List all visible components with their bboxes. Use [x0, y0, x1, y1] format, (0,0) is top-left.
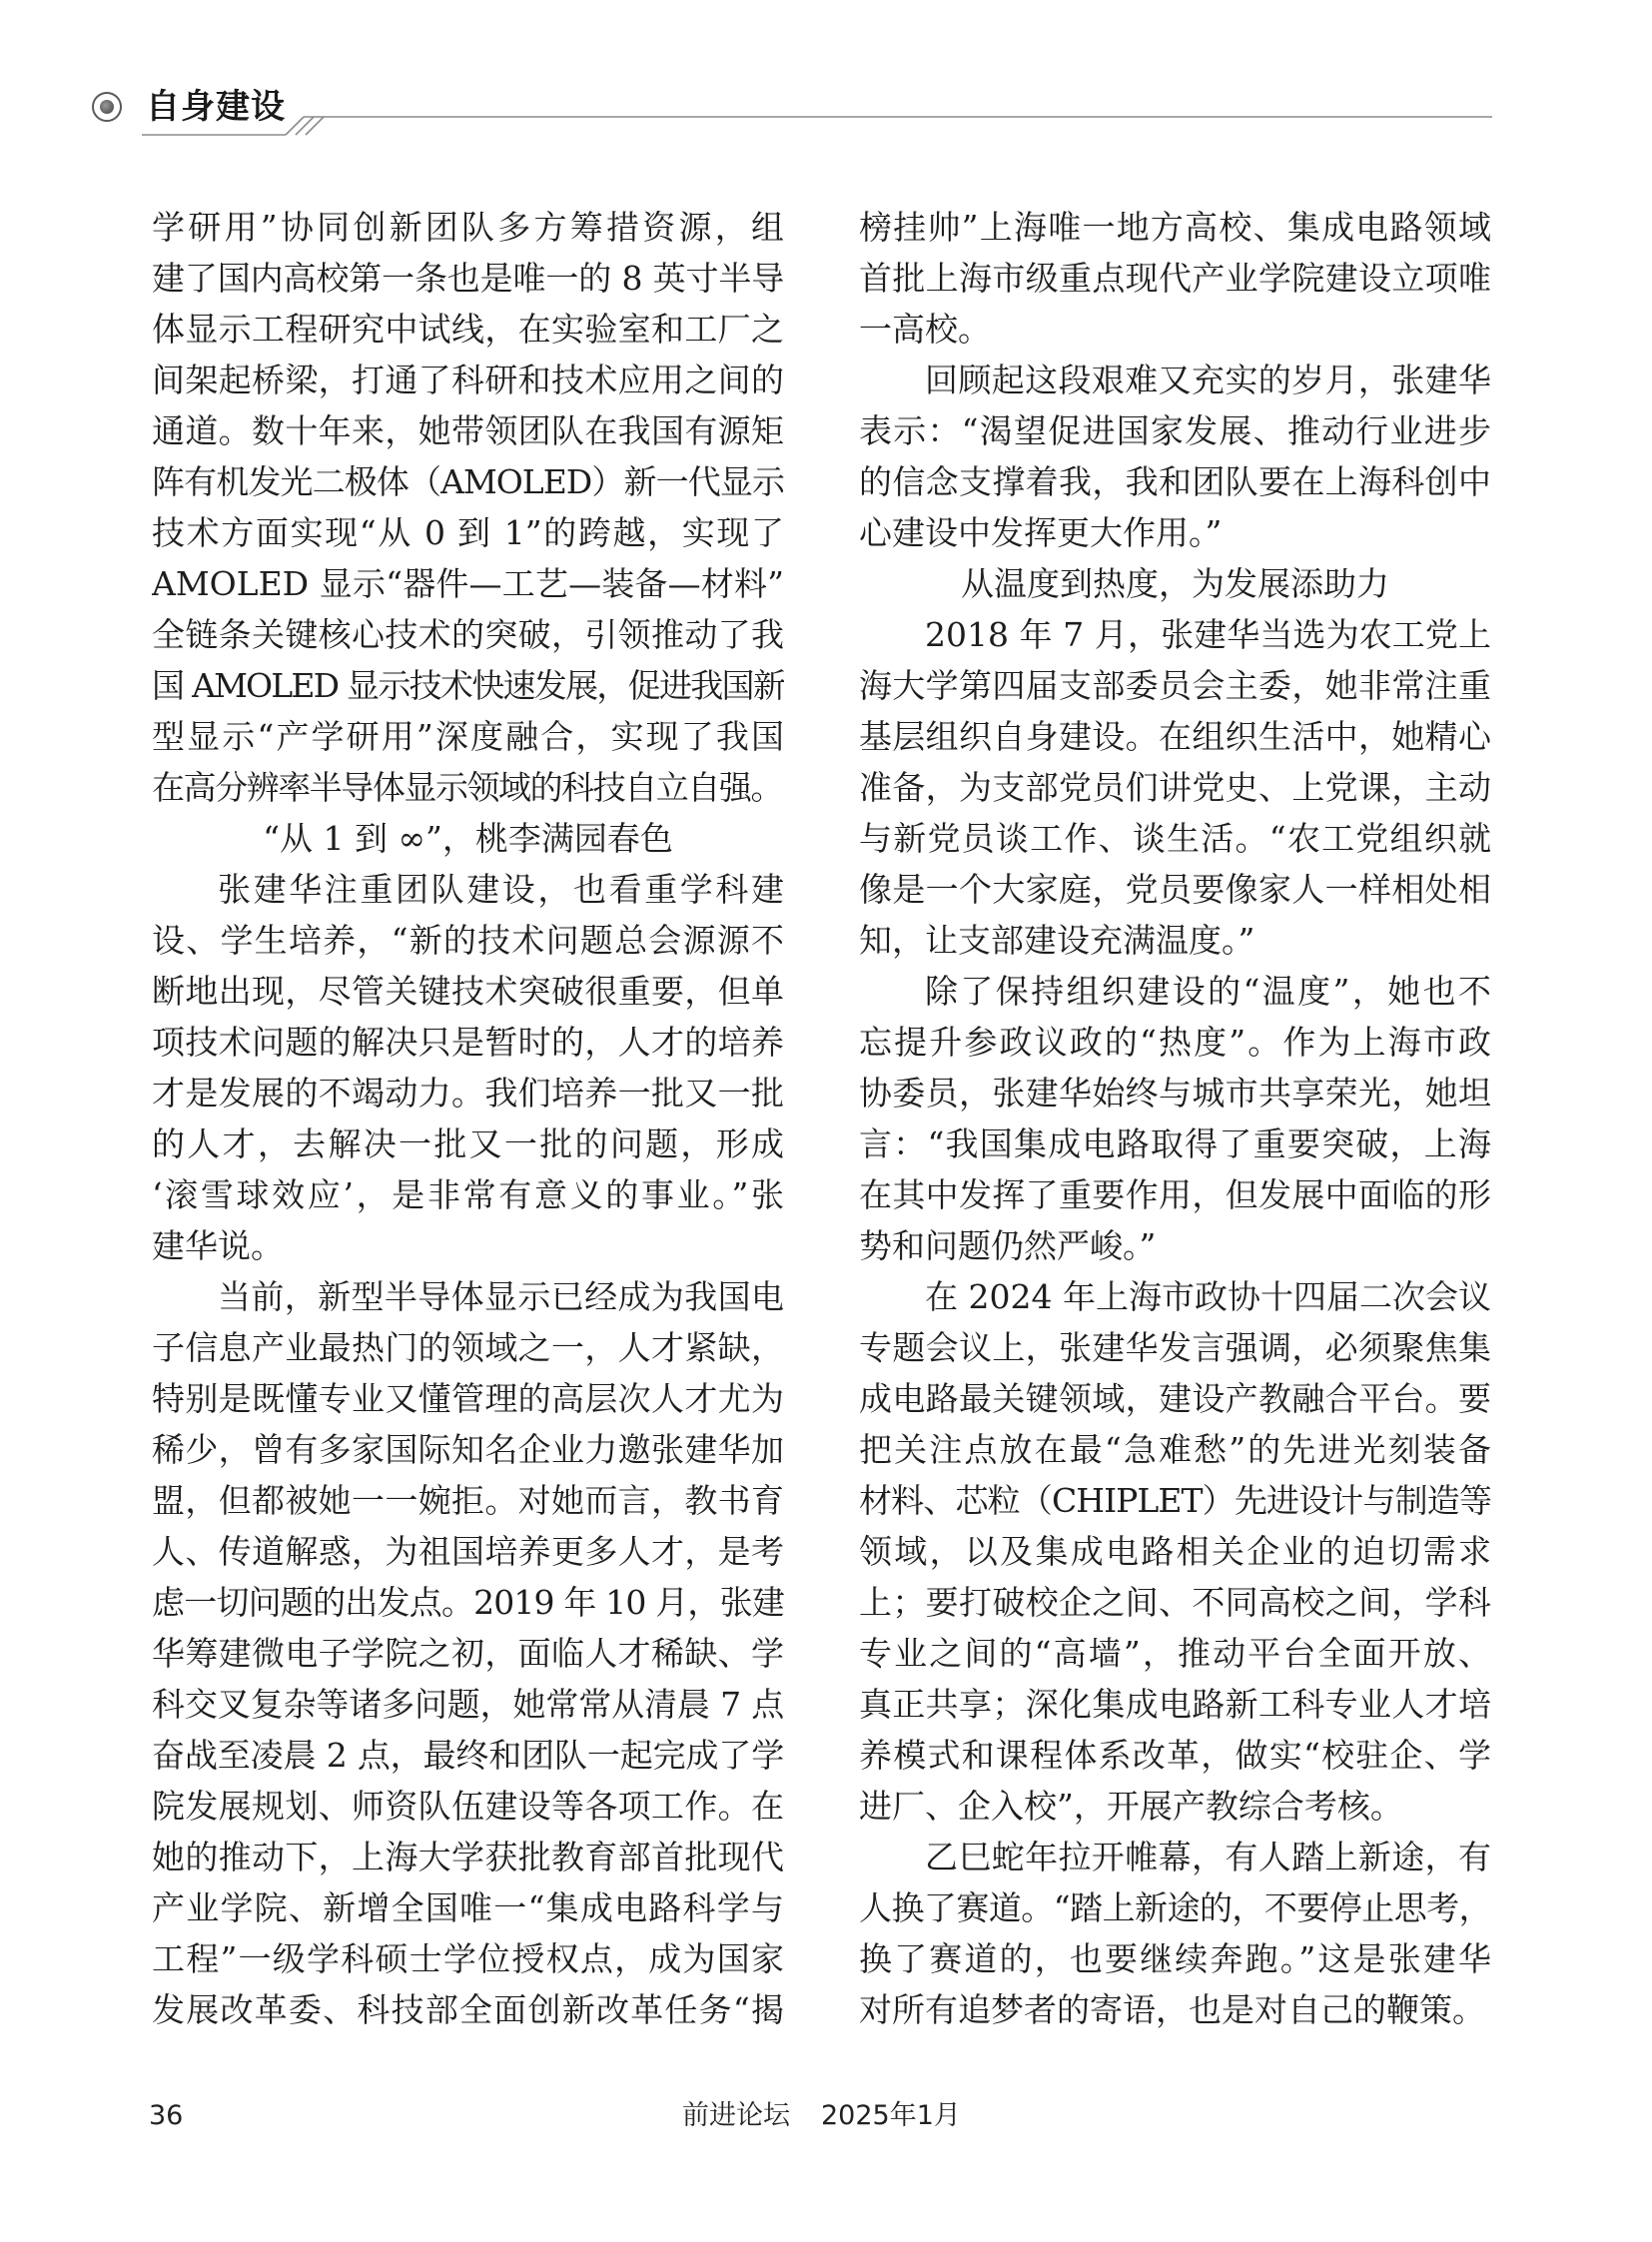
paragraph-line: 的信念支撑着我，我和团队要在上海科创中 [859, 462, 1491, 501]
paragraph-line: 回顾起这段艰难又充实的岁月，张建华 [925, 361, 1491, 399]
paragraph-line: 在 2024 年上海市政协十四届二次会议 [925, 1277, 1491, 1316]
paragraph-line: 专业之间的“高墙”，推动平台全面开放、 [859, 1634, 1491, 1673]
paragraph-line: 乙巳蛇年拉开帷幕，有人踏上新途，有 [925, 1838, 1491, 1876]
paragraph-line: 华筹建微电子学院之初，面临人才稀缺、学 [152, 1634, 784, 1673]
paragraph-line: 子信息产业最热门的领域之一，人才紧缺， [152, 1328, 784, 1367]
paragraph-line: 院发展规划、师资队伍建设等各项工作。在 [152, 1787, 784, 1826]
paragraph-line: 心建设中发挥更大作用。” [859, 513, 1223, 552]
paragraph [859, 609, 1491, 966]
paragraph [152, 202, 784, 813]
paragraph-line: 建了国内高校第一条也是唯一的 8 英寸半导 [152, 259, 784, 298]
paragraph-line: 专题会议上，张建华发言强调，必须聚焦集 [859, 1328, 1491, 1367]
paragraph-line: 上；要打破校企之间、不同高校之间，学科 [859, 1583, 1491, 1622]
target-circle-icon [92, 92, 122, 122]
paragraph-line: 全链条关键核心技术的突破，引领推动了我 [152, 615, 784, 654]
paragraph-line: 换了赛道的，也要继续奔跑。”这是张建华 [859, 1939, 1491, 1978]
paragraph-line: 设、学生培养，“新的技术问题总会源源不 [152, 921, 784, 960]
left-column [152, 202, 784, 2035]
paragraph-line: 对所有追梦者的寄语，也是对自己的鞭策。 [859, 1990, 1485, 2029]
paragraph-line: 成电路最关键领域，建设产教融合平台。要 [859, 1379, 1491, 1418]
paragraph-line: 间架起桥梁，打通了科研和技术应用之间的 [152, 361, 784, 399]
paragraph-line: 真正共享；深化集成电路新工科专业人才培 [859, 1685, 1491, 1724]
paragraph-line: 协委员，张建华始终与城市共享荣光，她坦 [859, 1074, 1491, 1113]
issue-date: 2025年1月 [821, 2100, 961, 2131]
target-circle-dot [100, 100, 114, 114]
paragraph-line: 技术方面实现“从 0 到 1”的跨越，实现了 [152, 513, 784, 552]
paragraph [152, 1271, 784, 2035]
paragraph-line: 表示：“渴望促进国家发展、推动行业进步 [859, 411, 1491, 450]
paragraph-line: 科交叉复杂等诸多问题，她常常从清晨 7 点 [152, 1685, 784, 1724]
paragraph-line: 才是发展的不竭动力。我们培养一批又一批 [152, 1074, 784, 1113]
paragraph-line: 虑一切问题的出发点。2019 年 10 月，张建 [152, 1583, 784, 1622]
paragraph-line: 人换了赛道。“踏上新途的，不要停止思考， [859, 1888, 1491, 1927]
paragraph-line: AMOLED 显示“器件—工艺—装备—材料” [152, 564, 784, 603]
paragraph [152, 864, 784, 1271]
paragraph-line: 项技术问题的解决只是暂时的，人才的培养 [152, 1023, 784, 1062]
paragraph-line: 学研用”协同创新团队多方筹措资源，组 [152, 208, 784, 247]
paragraph-line: ‘滚雪球效应’，是非常有意义的事业。”张 [152, 1175, 784, 1214]
paragraph-line: 她的推动下，上海大学获批教育部首批现代 [152, 1838, 784, 1876]
section-subheading: 从温度到热度，为发展添助力 [961, 564, 1389, 603]
paragraph-line: 体显示工程研究中试线，在实验室和工厂之 [152, 310, 784, 349]
paragraph [859, 1832, 1491, 2035]
paragraph-line: 奋战至凌晨 2 点，最终和团队一起完成了学 [152, 1736, 784, 1775]
paragraph-line: 产业学院、新增全国唯一“集成电路科学与 [152, 1888, 784, 1927]
section-subheading: “从 1 到 ∞”，桃李满园春色 [263, 819, 673, 858]
page-number: 36 [149, 2100, 184, 2131]
paragraph-line: 像是一个大家庭，党员要像家人一样相处相 [859, 870, 1491, 909]
paragraph-line: 发展改革委、科技部全面创新改革任务“揭 [152, 1990, 784, 2029]
paragraph-line: 养模式和课程体系改革，做实“校驻企、学 [859, 1736, 1491, 1775]
paragraph-line: 与新党员谈工作、谈生活。“农工党组织就 [859, 819, 1491, 858]
paragraph-line: 断地出现，尽管关键技术突破很重要，但单 [152, 972, 784, 1011]
magazine-name: 前进论坛 [682, 2100, 790, 2131]
section-title: 自身建设 [146, 87, 286, 127]
paragraph-line: 材料、芯粒（CHIPLET）先进设计与制造等 [859, 1481, 1491, 1520]
paragraph-line: 领域，以及集成电路相关企业的迫切需求 [859, 1532, 1491, 1571]
paragraph-line: 人、传道解惑，为祖国培养更多人才，是考 [152, 1532, 784, 1571]
paragraph-line: 忘提升参政议政的“热度”。作为上海市政 [859, 1023, 1491, 1062]
paragraph-line: 首批上海市级重点现代产业学院建设立项唯 [859, 259, 1491, 298]
paragraph-line: 张建华注重团队建设，也看重学科建 [218, 870, 784, 909]
right-column [859, 202, 1491, 2035]
paragraph-line: 在高分辨率半导体显示领域的科技自立自强。 [152, 768, 783, 807]
paragraph [859, 355, 1491, 558]
paragraph-line: 的人才，去解决一批又一批的问题，形成 [152, 1124, 784, 1163]
header-rule [0, 0, 1652, 170]
paragraph-line: 特别是既懂专业又懂管理的高层次人才尤为 [152, 1379, 784, 1418]
paragraph-line: 建华说。 [152, 1226, 284, 1265]
paragraph-line: 工程”一级学科硕士学位授权点，成为国家 [152, 1939, 784, 1978]
paragraph-line: 稀少，曾有多家国际知名企业力邀张建华加 [152, 1430, 784, 1469]
paragraph-line: 阵有机发光二极体（AMOLED）新一代显示 [152, 462, 784, 501]
paragraph-line: 除了保持组织建设的“温度”，她也不 [925, 972, 1491, 1011]
paragraph-line: 言：“我国集成电路取得了重要突破，上海 [859, 1124, 1491, 1163]
paragraph-line: 进厂、企入校”，开展产教综合考核。 [859, 1787, 1403, 1826]
paragraph-line: 型显示“产学研用”深度融合，实现了我国 [152, 717, 784, 756]
paragraph-line: 2018 年 7 月，张建华当选为农工党上 [925, 615, 1491, 654]
paragraph [859, 202, 1491, 355]
paragraph-line: 把关注点放在最“急难愁”的先进光刻装备 [859, 1430, 1491, 1469]
paragraph-line: 榜挂帅”上海唯一地方高校、集成电路领域 [859, 208, 1491, 247]
paragraph-line: 盟，但都被她一一婉拒。对她而言，教书育 [152, 1481, 784, 1520]
paragraph [859, 1271, 1491, 1832]
paragraph-line: 基层组织自身建设。在组织生活中，她精心 [859, 717, 1491, 756]
paragraph-line: 海大学第四届支部委员会主委，她非常注重 [859, 666, 1491, 705]
paragraph-line: 一高校。 [859, 310, 991, 349]
paragraph-line: 势和问题仍然严峻。” [859, 1226, 1157, 1265]
paragraph-line: 准备，为支部党员们讲党史、上党课，主动 [859, 768, 1491, 807]
paragraph-line: 知，让支部建设充满温度。” [859, 921, 1255, 960]
paragraph [859, 966, 1491, 1271]
paragraph-line: 国 AMOLED 显示技术快速发展，促进我国新 [152, 666, 784, 705]
paragraph-line: 当前，新型半导体显示已经成为我国电 [218, 1277, 784, 1316]
paragraph-line: 在其中发挥了重要作用，但发展中面临的形 [859, 1175, 1491, 1214]
paragraph-line: 通道。数十年来，她带领团队在我国有源矩 [152, 411, 784, 450]
